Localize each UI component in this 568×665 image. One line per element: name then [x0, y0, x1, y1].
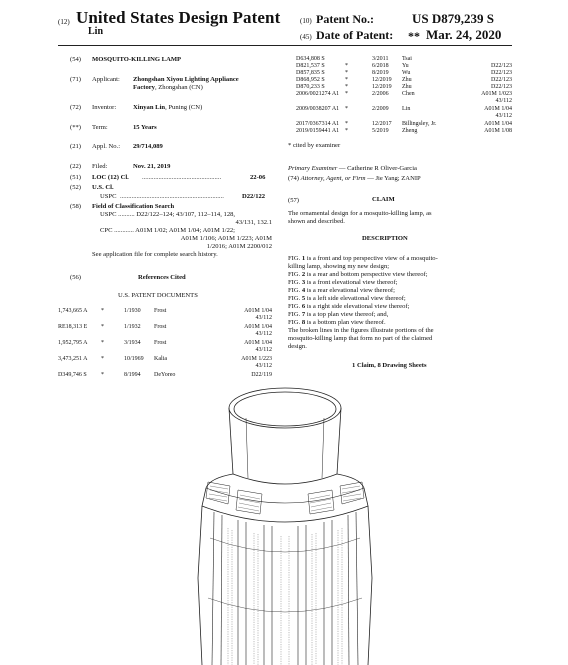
- lamp-grip-texture: [209, 486, 361, 511]
- applicant-line2: [133, 84, 203, 91]
- claim-line2: shown and described.: [288, 218, 345, 225]
- kind-code-45: (45): [300, 33, 312, 41]
- ref-date: 12/2017: [372, 121, 392, 127]
- search-cpc-line2: A01M 1/106; A01M 1/223; A01M: [180, 235, 272, 242]
- applicant-label: Applicant:: [92, 76, 120, 83]
- ref-class: D22/123: [491, 84, 512, 90]
- search-cpc-line1: CPC ............ A01M 1/02; A01M 1/04; A01M 1/22;: [100, 227, 236, 234]
- ref-cited-star: *: [345, 121, 348, 127]
- us-patent-documents-label: U.S. PATENT DOCUMENTS: [118, 292, 198, 299]
- ref-class: D22/123: [491, 77, 512, 83]
- ref-number: D868,952 S: [296, 77, 325, 83]
- table-row: [296, 91, 512, 98]
- ref-number: 2019/0159441 A1: [296, 128, 340, 134]
- ref-cited-star: *: [345, 128, 348, 134]
- field-51-code: (51): [70, 174, 81, 181]
- fig-number: 5: [301, 295, 306, 302]
- claims-sheets-count: 1 Claim, 8 Drawing Sheets: [352, 362, 427, 369]
- list-item: [288, 255, 438, 262]
- attorney: [288, 175, 421, 182]
- ref-date: 8/2019: [372, 70, 389, 76]
- ref-class: 43/112: [495, 113, 512, 119]
- ref-cited-star: *: [101, 356, 104, 362]
- primary-examiner-label: Primary Examiner: [288, 165, 338, 172]
- ref-number: RE18,313 E: [58, 324, 88, 330]
- lamp-body-ribs: [212, 512, 358, 665]
- ref-number: 2006/0021274 A1: [296, 91, 340, 97]
- ref-name: Zhu: [402, 77, 412, 83]
- patent-date: Mar. 24, 2020: [426, 27, 502, 42]
- ref-date: 12/2019: [372, 77, 392, 83]
- ref-class: D22/119: [251, 372, 272, 378]
- ref-number: 2017/0367314 A1: [296, 121, 340, 127]
- table-row: [296, 77, 512, 84]
- ref-cited-star: *: [345, 77, 348, 83]
- ref-name: Lin: [402, 106, 411, 112]
- attorney-label: Attorney, Agent, or Firm: [300, 175, 366, 182]
- ref-date: 3/1934: [124, 340, 141, 346]
- lamp-cylinder-right: [337, 408, 341, 474]
- list-item: [288, 271, 428, 278]
- lamp-top-rim: [229, 388, 341, 428]
- ref-cited-star: *: [101, 372, 104, 378]
- inventor-short: Lin: [88, 26, 104, 37]
- uspc-label: USPC: [100, 193, 117, 200]
- term-stars: **: [408, 29, 420, 43]
- ref-class-2: 43/112: [255, 315, 272, 321]
- ref-name: Frost: [154, 340, 167, 346]
- ref-cited-star: *: [101, 324, 104, 330]
- ref-number: D821,537 S: [296, 63, 325, 69]
- ref-date: 10/1969: [124, 356, 144, 362]
- ref-number: 2009/0038207 A1: [296, 106, 340, 112]
- ref-number: 1,743,665 A: [58, 308, 88, 314]
- ref-number: D870,233 S: [296, 84, 325, 90]
- fig-number: 8: [301, 319, 306, 326]
- ref-class: A01M 1/023: [481, 91, 512, 97]
- fig-text: is a top plan view thereof; and,: [305, 311, 389, 318]
- broken-lines-line2: mosquito-killing lamp that form no part of the claimed: [288, 335, 433, 342]
- lamp-shoulder: [202, 474, 368, 522]
- table-row: [296, 70, 512, 77]
- list-item: [288, 303, 409, 310]
- ref-name: Frost: [154, 308, 167, 314]
- fig-prefix: FIG.: [288, 311, 302, 318]
- fig-number: 4: [301, 287, 306, 294]
- lamp-grip-pads: [206, 482, 364, 514]
- ref-number: D634,808 S: [296, 56, 325, 62]
- attorney-value: — Jie Yang; ZANIP: [365, 175, 421, 182]
- ref-cited-star: *: [101, 340, 104, 346]
- inventor-location: , Puning (CN): [165, 104, 203, 111]
- applicant-location: , Zhongshan (CN): [154, 84, 203, 91]
- claim-title: CLAIM: [372, 196, 395, 203]
- ref-name: Zhu: [402, 84, 412, 90]
- attorney-code: (74): [288, 175, 299, 182]
- inventor-value: [133, 104, 202, 111]
- ref-class: A01M 1/04: [484, 106, 512, 112]
- uspc-dots: ...............................................................: [120, 193, 224, 200]
- ref-class-2: 43/112: [255, 363, 272, 369]
- ref-name: Kalia: [154, 356, 167, 362]
- fig-text: is a rear and bottom perspective view thereof;: [305, 271, 428, 278]
- fig-text: is a rear elevational view thereof;: [305, 287, 395, 294]
- fig-prefix: FIG.: [288, 279, 302, 286]
- description-title: DESCRIPTION: [362, 235, 408, 242]
- table-row: [296, 84, 512, 91]
- patent-type-title: United States Design Patent: [76, 8, 281, 27]
- table-row: [296, 98, 512, 105]
- ref-cited-star: *: [345, 84, 348, 90]
- ref-class-2: 43/112: [255, 331, 272, 337]
- primary-examiner: [288, 165, 417, 172]
- patent-no-label: Patent No.:: [316, 12, 374, 26]
- field-72-code: (72): [70, 104, 81, 111]
- broken-lines-line3: design.: [288, 343, 307, 350]
- fig-number: 1: [301, 255, 306, 262]
- term-value: 15 Years: [133, 124, 157, 131]
- uspc-value: D22/122: [242, 193, 266, 200]
- loc-dots: ................................................: [142, 174, 222, 181]
- list-item: [288, 279, 398, 286]
- lamp-top-rim-inner: [234, 392, 336, 426]
- ref-class: A01M 1/04: [484, 121, 512, 127]
- table-row: [296, 63, 512, 70]
- ref-date: 6/2018: [372, 63, 389, 69]
- list-item: [288, 295, 406, 302]
- table-row: [296, 113, 512, 120]
- ref-class: A01M 1/04: [244, 340, 272, 346]
- cited-by-examiner: * cited by examiner: [288, 142, 341, 149]
- applicant-name: Zhongshan Xiyou Lighting Appliance: [133, 76, 239, 83]
- claim-code: (57): [288, 197, 299, 204]
- fig-prefix: FIG.: [288, 287, 302, 294]
- ref-name: DeYoreo: [154, 372, 176, 378]
- list-item: [288, 287, 395, 294]
- fig-prefix: FIG.: [288, 303, 302, 310]
- lamp-body-outline: [198, 506, 372, 665]
- primary-examiner-value: — Catherine R Oliver-Garcia: [337, 165, 417, 172]
- fig-number: 3: [301, 279, 306, 286]
- references-cited-title: References Cited: [138, 274, 186, 281]
- lamp-grid-mesh: [228, 528, 342, 665]
- ref-class: A01M 1/04: [244, 308, 272, 314]
- appl-no-label: Appl. No.:: [92, 143, 121, 150]
- ref-date: 12/2019: [372, 84, 392, 90]
- ref-date: 8/1994: [124, 372, 141, 378]
- inventor-name: Xinyan Lin: [133, 104, 166, 111]
- ref-class-2: 43/112: [255, 347, 272, 353]
- patent-number: US D879,239 S: [412, 11, 494, 26]
- lamp-drawing: [150, 378, 420, 665]
- date-label: Date of Patent:: [316, 28, 394, 42]
- ref-cited-star: *: [345, 70, 348, 76]
- fig-text: is a bottom plan view thereof.: [305, 319, 386, 326]
- ref-class: 43/112: [495, 98, 512, 104]
- search-uspc-line2: 43/131, 132.1: [235, 219, 272, 226]
- ref-date: 5/2019: [372, 128, 389, 134]
- ref-date: 2/2009: [372, 106, 389, 112]
- applicant-factory: Factory: [133, 84, 155, 91]
- title-of-invention: MOSQUITO-KILLING LAMP: [92, 56, 182, 63]
- list-item: [288, 263, 389, 270]
- ref-number: 3,473,251 A: [58, 356, 88, 362]
- ref-number: 1,952,795 A: [58, 340, 88, 346]
- ref-class: D22/123: [491, 70, 512, 76]
- field-71-code: (71): [70, 76, 81, 83]
- header-rule: [58, 45, 512, 46]
- ref-class: A01M 1/223: [241, 356, 272, 362]
- claim-line1: The ornamental design for a mosquito-killing lamp, as: [288, 210, 432, 217]
- field-52-code: (52): [70, 184, 81, 191]
- ref-number: D349,746 S: [58, 372, 87, 378]
- search-history-note: See application file for complete search history.: [92, 251, 218, 258]
- field-56-code: (56): [70, 274, 81, 281]
- kind-code-10: (10): [300, 17, 312, 25]
- search-cpc-line3: 1/2016; A01M 2200/012: [206, 243, 272, 250]
- ref-cited-star: *: [345, 63, 348, 69]
- ref-date: 3/2011: [372, 56, 389, 62]
- ref-name: Frost: [154, 324, 167, 330]
- us-cl-label: U.S. Cl.: [92, 184, 114, 191]
- field-54-code: (54): [70, 56, 81, 63]
- fig-prefix: FIG.: [288, 271, 302, 278]
- fig-text: is a front and top perspective view of a mosquito-: [305, 255, 438, 262]
- list-item: [288, 319, 386, 326]
- ref-name: Yu: [402, 63, 409, 69]
- term-code: (**): [70, 124, 81, 131]
- ref-class: A01M 1/04: [244, 324, 272, 330]
- appl-no-value: 29/714,089: [133, 143, 163, 150]
- lamp-cylinder-base: [233, 474, 337, 484]
- lamp-cylinder-left: [229, 408, 233, 474]
- ref-name: Billingsley, Jr.: [402, 121, 437, 127]
- loc-label: LOC (12) Cl.: [92, 174, 129, 181]
- ref-cited-star: *: [345, 106, 348, 112]
- loc-value: 22-06: [250, 174, 266, 181]
- search-uspc-line1: USPC .......... D22/122–124; 43/107, 112–114, 128,: [100, 211, 236, 218]
- fig-prefix: FIG.: [288, 319, 302, 326]
- table-row: [296, 106, 512, 113]
- field-search-label: Field of Classification Search: [92, 203, 175, 210]
- filed-value: Nov. 21, 2019: [133, 163, 171, 170]
- ref-number: D857,835 S: [296, 70, 325, 76]
- ref-name: Tsai: [402, 56, 412, 62]
- list-item: [288, 311, 388, 318]
- broken-lines-line1: The broken lines in the figures illustrate portions of the: [288, 327, 434, 334]
- fig-text: is a front elevational view thereof;: [305, 279, 398, 286]
- ref-name: Chen: [402, 91, 415, 97]
- filed-label: Filed:: [92, 163, 108, 170]
- fig-text: killing lamp, showing my new design;: [288, 263, 390, 270]
- ref-cited-star: *: [345, 91, 348, 97]
- field-58-code: (58): [70, 203, 81, 210]
- fig-prefix: FIG.: [288, 255, 302, 262]
- fig-text: is a right side elevational view thereof;: [305, 303, 410, 310]
- table-row: [296, 56, 512, 63]
- ref-class: A01M 1/08: [484, 128, 512, 134]
- ref-date: 1/1930: [124, 308, 141, 314]
- fig-number: 2: [301, 271, 306, 278]
- ref-name: Wu: [402, 70, 411, 76]
- ref-name: Zheng: [402, 128, 418, 134]
- table-row: [296, 128, 512, 135]
- inventor-label: Inventor:: [92, 104, 117, 111]
- ref-date: 2/2006: [372, 91, 389, 97]
- kind-code-12: (12): [58, 18, 70, 26]
- fig-number: 6: [301, 303, 306, 310]
- ref-date: 1/1932: [124, 324, 141, 330]
- fig-prefix: FIG.: [288, 295, 302, 302]
- fig-text: is a left side elevational view thereof;: [305, 295, 406, 302]
- field-21-code: (21): [70, 143, 81, 150]
- ref-class: D22/123: [491, 63, 512, 69]
- ref-cited-star: *: [101, 308, 104, 314]
- table-row: [296, 121, 512, 128]
- field-22-code: (22): [70, 163, 81, 170]
- term-label: Term:: [92, 124, 108, 131]
- fig-number: 7: [301, 311, 306, 318]
